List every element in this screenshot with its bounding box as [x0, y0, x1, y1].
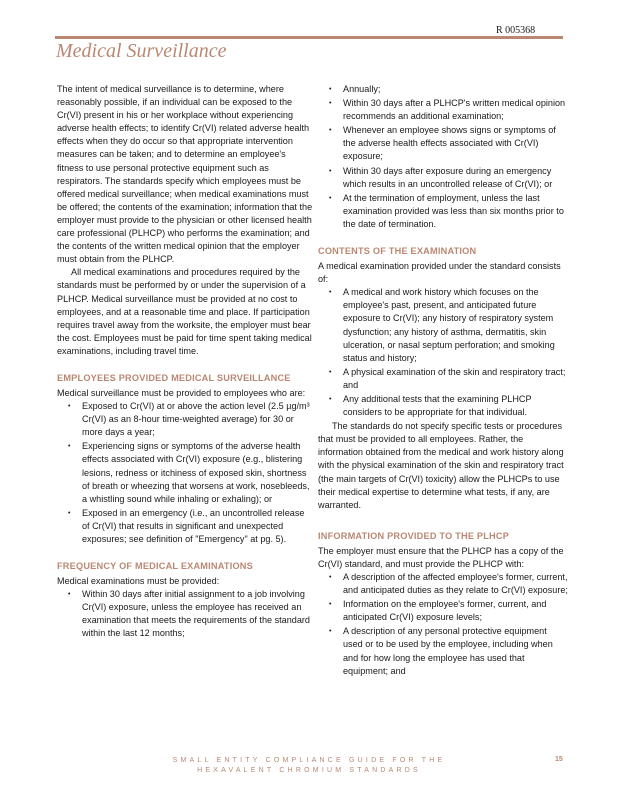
footer-line: HEXAVALENT CHROMIUM STANDARDS — [197, 767, 421, 774]
right-column — [318, 83, 568, 679]
footer-line: SMALL ENTITY COMPLIANCE GUIDE FOR THE — [172, 757, 446, 764]
paragraph: The standards do not specify specific tests or procedures that must be provided to all employees. Rather, the information obtained from the medical and work history along with the physical examination of the skin and respiratory tract (the main targets of Cr(VI) toxicity) allow the PLHCPs to use their medical expertise to determine what tests, if any, are warranted. — [318, 421, 564, 510]
list-item: • Within 30 days after exposure during an emergency which results in an uncontrolled release of Cr(VI); or — [343, 165, 568, 191]
list-item: • Exposed in an emergency (i.e., an uncontrolled release of Cr(VI) that results in significant and unexpected exposures; see definition of "Emergency" at pg. 5). — [82, 507, 313, 546]
page-title: Medical Surveillance — [56, 40, 227, 62]
list-item: • At the termination of employment, unless the last examination provided was less than six months prior to the date of termination. — [343, 192, 568, 231]
section-heading: FREQUENCY OF MEDICAL EXAMINATIONS — [57, 561, 253, 572]
list-item: • Whenever an employee shows signs or symptoms of the adverse health effects associated with Cr(VI) exposure; — [343, 124, 568, 163]
section-heading: EMPLOYEES PROVIDED MEDICAL SURVEILLANCE — [57, 372, 291, 383]
paragraph: All medical examinations and procedures required by the standards must be performed by or under the supervision of a PLHCP. Medical surveillance must be provided at no cost to employees, and at a reasonable time and place. If participation requires travel away from the worksite, the employer must bear the cost. Employees must be paid for time spent taking medical examinations, including travel time. — [57, 267, 312, 356]
left-column — [57, 83, 313, 642]
list-item: • A medical and work history which focuses on the employee's past, present, and anticipated future exposure to Cr(VI); any history of respiratory system dysfunction; any history of asthma, dermatitis, skin ulceration, or nasal septum perforation; and smoking status and history; — [343, 286, 568, 365]
page-number: 15 — [555, 756, 563, 763]
document-id: R 005368 — [496, 25, 536, 36]
bullet-list — [57, 588, 313, 640]
list-item: • A physical examination of the skin and respiratory tract; and — [343, 366, 568, 392]
footer — [0, 756, 618, 776]
list-item: • Any additional tests that the examining PLHCP considers to be appropriate for that individual. — [343, 393, 568, 419]
bullet-list — [318, 571, 568, 678]
list-item: • Within 30 days after initial assignment to a job involving Cr(VI) exposure, unless the employee has received an examination that meets the requirements of the standard within the last 12 months; — [82, 588, 313, 640]
list-item: • Within 30 days after a PLHCP's written medical opinion recommends an additional examination; — [343, 97, 568, 123]
section-heading: INFORMATION PROVIDED TO THE PLHCP — [318, 530, 510, 541]
list-item: • Exposed to Cr(VI) at or above the action level (2.5 µg/m³ Cr(VI) as an 8-hour time-weighted average) for 30 or more days a year; — [82, 400, 313, 439]
list-item: • A description of the affected employee's former, current, and anticipated duties as they relate to Cr(VI) exposure; — [343, 571, 568, 597]
list-item: • Experiencing signs or symptoms of the adverse health effects associated with Cr(VI) exposure (e.g., blistering lesions, redness or itchiness of exposed skin, shortness of breath or wheezing that worsens at work, nosebleeds, a whistling sound while inhaling or exhaling); or — [82, 440, 313, 505]
section-lead: Medical surveillance must be provided to employees who are: — [57, 387, 306, 398]
section-heading: CONTENTS OF THE EXAMINATION — [318, 246, 477, 257]
bullet-list — [318, 83, 568, 231]
bullet-list — [57, 400, 313, 546]
intro-paragraph: The intent of medical surveillance is to determine, where reasonably possible, if an individual can be exposed to the Cr(VI) present in his or her workplace without experiencing adverse health effects; to identify Cr(VI) related adverse health effects when they do occur so that appropriate intervention measures can be taken; and to determine an employee's fitness to use personal protective equipment such as respirators. The standards specify which employees must be offered medical surveillance; when medical examinations must be offered; the contents of the examination; information that the employer must provide to the physician or other licensed health care professional (PLHCP) who performs the examination; and the contents of the written medical opinion that the employer must obtain from the PLHCP. — [57, 84, 313, 265]
section-lead: A medical examination provided under the standard consists of: — [318, 261, 561, 285]
section-lead: The employer must ensure that the PLHCP has a copy of the Cr(VI) standard, and must provide the PLHCP with: — [318, 545, 564, 569]
list-item: • Information on the employee's former, current, and anticipated Cr(VI) exposure levels; — [343, 598, 568, 624]
section-lead: Medical examinations must be provided: — [57, 576, 220, 587]
bullet-list — [318, 286, 568, 419]
list-item: • A description of any personal protective equipment used or to be used by the employee, including when and for how long the employee has used that equipment; and — [343, 625, 568, 677]
list-item: • Annually; — [343, 83, 568, 96]
header-rule — [55, 36, 563, 39]
